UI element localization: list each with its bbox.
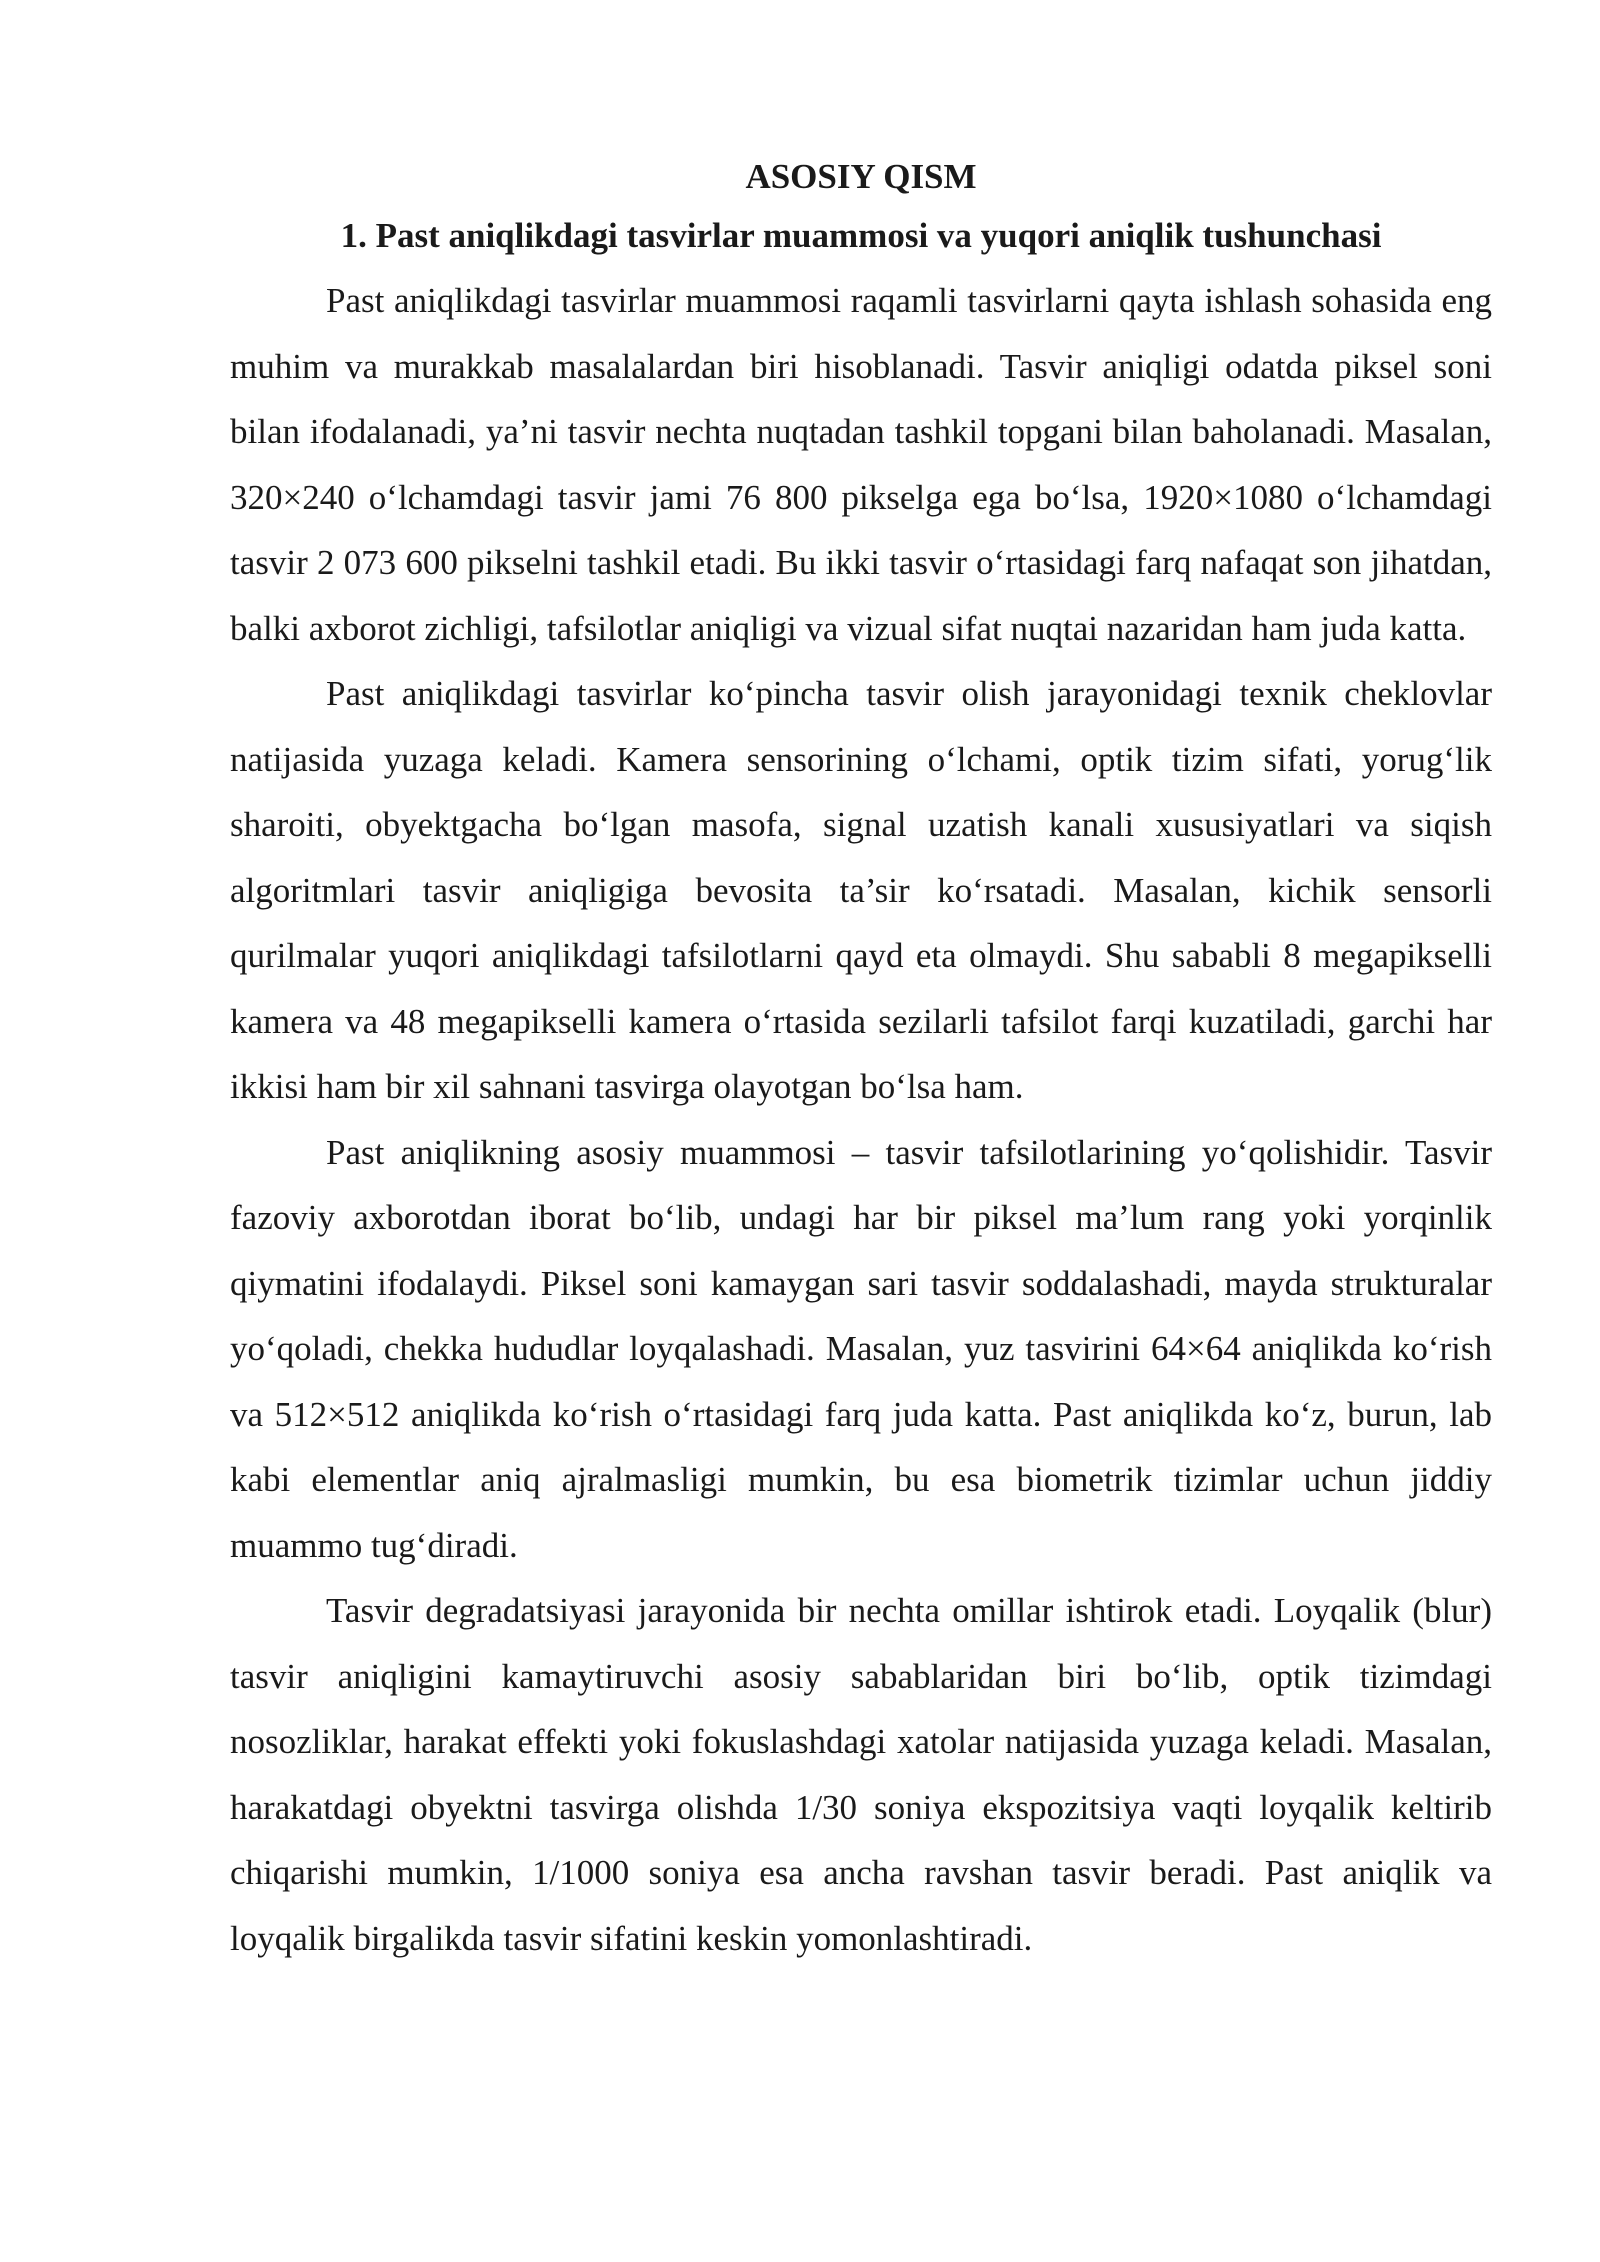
section-heading: 1. Past aniqlikdagi tasvirlar muammosi va yuqori aniqlik tushunchasi — [340, 216, 1382, 255]
paragraph: Past aniqlikning asosiy muammosi – tasvir tafsilotlarining yo‘qolishidir. Tasvir fazoviy axborotdan iborat bo‘lib, undagi har bir piksel ma’lum rang yoki yorqinlik qiymatini ifodalaydi. Piksel soni kamaygan sari tasvir soddalashadi, mayda strukturalar yo‘qoladi, chekka hududlar loyqalashadi. Masalan, yuz tasvirini 64×64 aniqlikda ko‘rish va 512×512 aniqlikda ko‘rish o‘rtasidagi farq juda katta. Past aniqlikda ko‘z, burun, lab kabi elementlar aniq ajralmasligi mumkin, bu esa biometrik tizimlar uchun jiddiy muammo tug‘diradi. — [230, 1132, 1492, 1565]
paragraph: Past aniqlikdagi tasvirlar ko‘pincha tasvir olish jarayonidagi texnik cheklovlar natijasida yuzaga keladi. Kamera sensorining o‘lchami, optik tizim sifati, yorug‘lik sharoiti, obyektgacha bo‘lgan masofa, signal uzatish kanali xususiyatlari va siqish algoritmlari tasvir aniqligiga bevosita ta’sir ko‘rsatadi. Masalan, kichik sensorli qurilmalar yuqori aniqlikdagi tafsilotlarni qayd eta olmaydi. Shu sababli 8 megapikselli kamera va 48 megapikselli kamera o‘rtasida sezilarli tafsilot farqi kuzatiladi, garchi har ikkisi ham bir xil sahnani tasvirga olayotgan bo‘lsa ham. — [230, 674, 1492, 1106]
paragraph: Past aniqlikdagi tasvirlar muammosi raqamli tasvirlarni qayta ishlash sohasida eng muhim va murakkab masalalardan biri hisoblanadi. Tasvir aniqligi odatda piksel soni bilan ifodalanadi, ya’ni tasvir nechta nuqtadan tashkil topgani bilan baholanadi. Masalan, 320×240 o‘lchamdagi tasvir jami 76 800 pikselga ega bo‘lsa, 1920×1080 o‘lchamdagi tasvir 2 073 600 pikselni tashkil etadi. Bu ikki tasvir o‘rtasidagi farq nafaqat son jihatdan, balki axborot zichligi, tafsilotlar aniqligi va vizual sifat nuqtai nazaridan ham juda katta. — [230, 281, 1492, 648]
document-page — [230, 150, 1492, 1971]
paragraph: Tasvir degradatsiyasi jarayonida bir nechta omillar ishtirok etadi. Loyqalik (blur) tasvir aniqligini kamaytiruvchi asosiy sabablaridan biri bo‘lib, optik tizimdagi nosozliklar, harakat effekti yoki fokuslashdagi xatolar natijasida yuzaga keladi. Masalan, harakatdagi obyektni tasvirga olishda 1/30 soniya ekspozitsiya vaqti loyqalik keltirib chiqarishi mumkin, 1/1000 soniya esa ancha ravshan tasvir beradi. Past aniqlik va loyqalik birgalikda tasvir sifatini keskin yomonlashtiradi. — [230, 1591, 1492, 1958]
page-title: ASOSIY QISM — [745, 157, 977, 196]
